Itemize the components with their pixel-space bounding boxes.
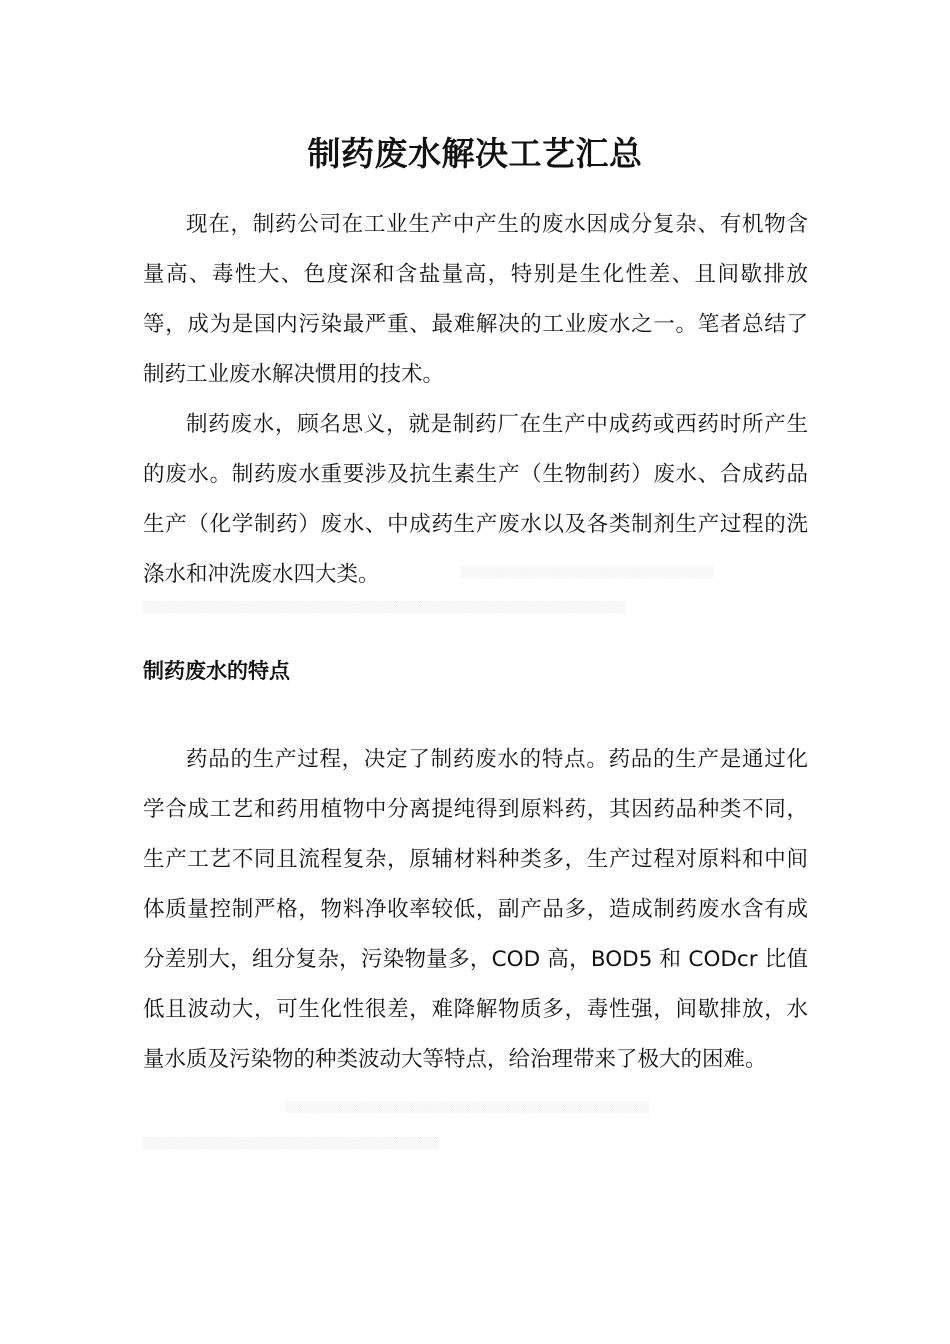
- faint-watermark-line: ▒▒▒▒▒▒▒▒▒▒▒▒▒▒▒▒▒▒▒▒▒▒▒▒▒▒▒▒▒▒▒▒▒▒▒▒▒▒▒▒▒▒▒: [285, 1101, 649, 1114]
- faint-watermark-line: ▒▒▒▒▒▒▒▒▒▒▒▒▒▒▒▒▒▒▒▒▒▒▒▒▒▒▒▒▒▒▒▒▒▒▒▒▒▒▒▒▒▒▒▒▒▒▒▒▒▒▒▒▒▒▒▒▒: [143, 601, 626, 614]
- document-title: 制药废水解决工艺汇总: [307, 134, 643, 173]
- characteristics-paragraph: [143, 735, 808, 1085]
- definition-paragraph-text: 制药废水，顾名思义，就是制药厂在生产中成药或西药时所产生的废水。制药废水重要涉及抗生素生产（生物制药）废水、合成药品生产（化学制药）废水、中成药生产废水以及各类制剂生产过程的洗涤水和冲洗废水四大类。: [143, 412, 808, 587]
- characteristics-paragraph-text: 药品的生产过程，决定了制药废水的特点。药品的生产是通过化学合成工艺和药用植物中分离提纯得到原料药，其因药品种类不同，生产工艺不同且流程复杂，原辅材料种类多，生产过程对原料和中间体质量控制严格，物料净收率较低，副产品多，造成制药废水含有成分差别大，组分复杂，污染物量多，COD 高，BOD5 和 CODcr 比值低且波动大，可生化性很差，难降解物质多，毒性强，间歇排放，水量水质及污染物的种类波动大等特点，给治理带来了极大的困难。: [143, 747, 808, 1072]
- section-heading: 制药废水的特点: [143, 659, 290, 683]
- intro-paragraph: 现在，制药公司在工业生产中产生的废水因成分复杂、有机物含量高、毒性大、色度深和含盐量高，特别是生化性差、且间歇排放等，成为是国内污染最严重、最难解决的工业废水之一。笔者总结了制药工业废水解决惯用的技术。: [143, 212, 808, 387]
- faint-watermark-line: ▒▒▒▒▒▒▒▒▒▒▒▒▒▒▒▒▒▒▒▒▒▒▒▒▒▒▒▒▒▒▒▒▒▒▒: [143, 1137, 440, 1150]
- faint-watermark-line: ▒▒▒▒▒▒▒▒▒▒▒▒▒▒▒▒▒▒▒▒▒▒▒▒▒▒▒▒▒▒: [460, 566, 714, 579]
